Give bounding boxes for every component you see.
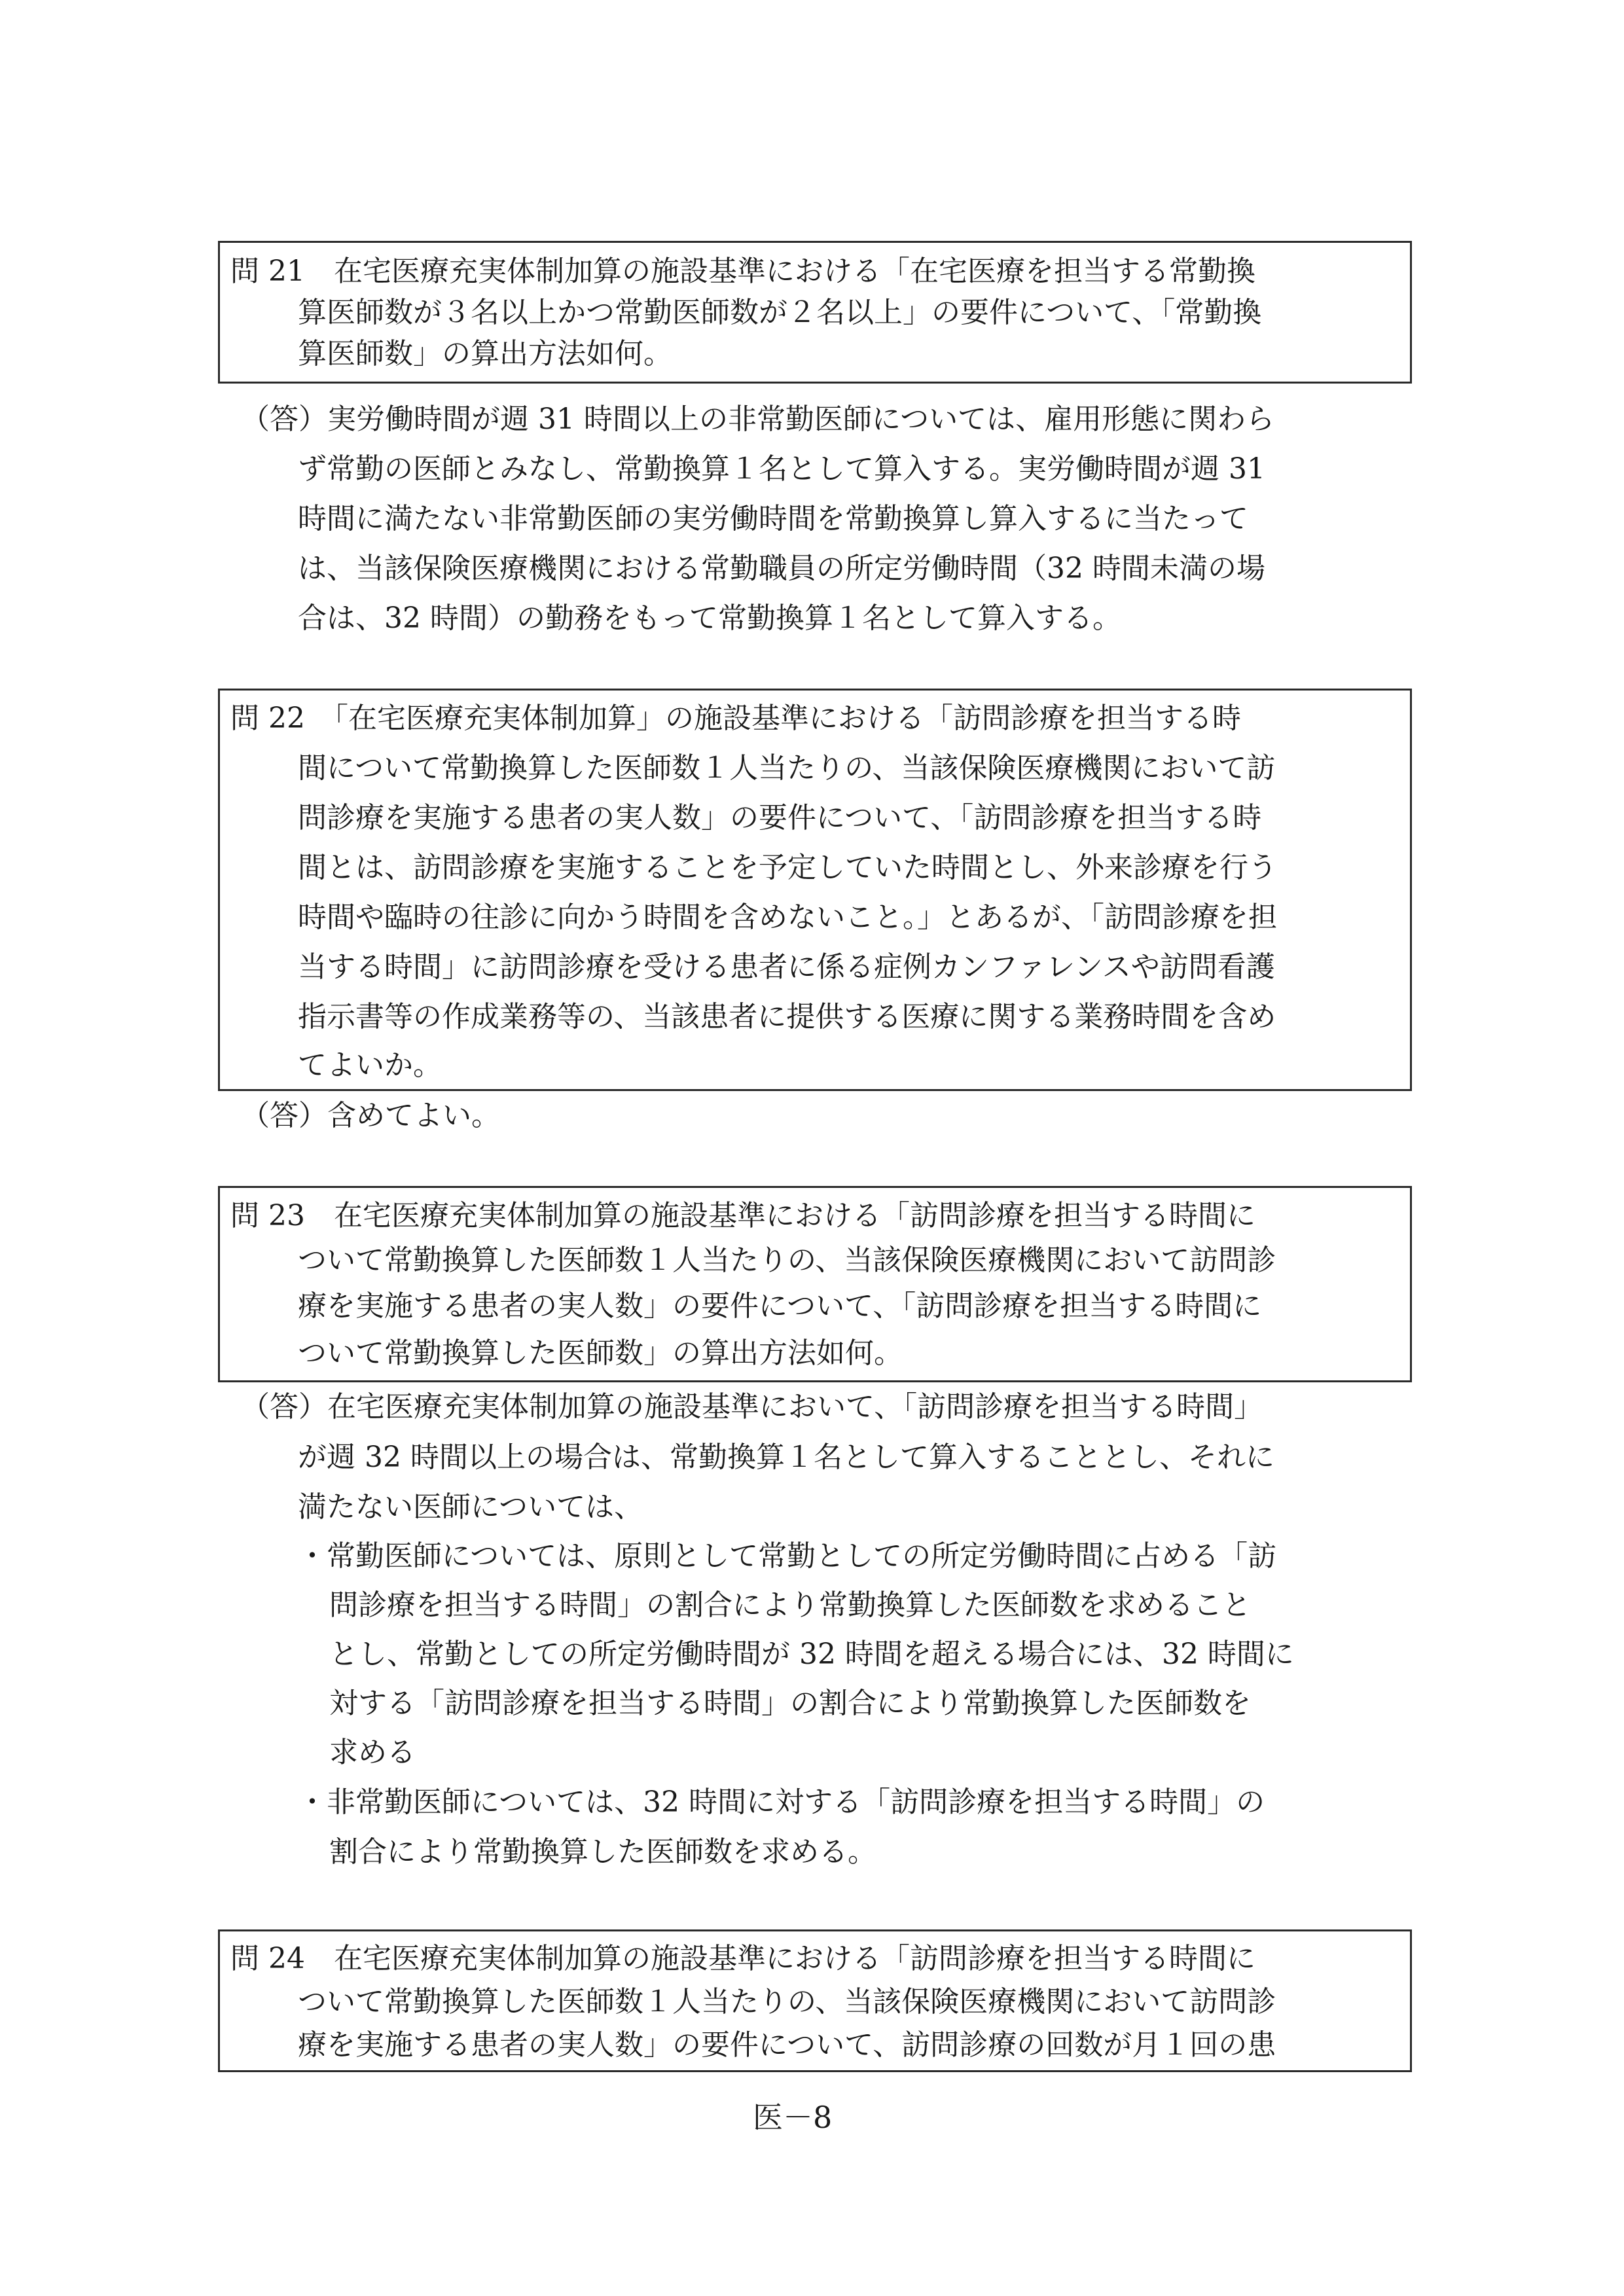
question-23-line-4: ついて常勤換算した医師数」の算出方法如何。 (298, 1336, 903, 1370)
answer-23-bullet-1-line-4: 対する「訪問診療を担当する時間」の割合により常勤換算した医師数を (329, 1687, 1251, 1720)
answer-21-line-5: 合は、32 時間）の勤務をもって常勤換算１名として算入する。 (298, 601, 1121, 635)
question-23-line-3: 療を実施する患者の実人数」の要件について、「訪問診療を担当する時間に (298, 1289, 1262, 1323)
answer-21-line-4: は、当該保険医療機関における常勤職員の所定労働時間（32 時間未満の場 (298, 552, 1265, 585)
question-24-line-3: 療を実施する患者の実人数」の要件について、訪問診療の回数が月１回の患 (298, 2028, 1276, 2062)
question-22-line-3: 問診療を実施する患者の実人数」の要件について、「訪問診療を担当する時 (298, 801, 1262, 834)
answer-23-line-2: が週 32 時間以上の場合は、常勤換算１名として算入することとし、それに (298, 1441, 1274, 1474)
question-22-line-2: 間について常勤換算した医師数１人当たりの、当該保険医療機関において訪 (298, 751, 1276, 785)
question-21-line-3: 算医師数」の算出方法如何。 (298, 337, 672, 370)
question-22-line-5: 時間や臨時の往診に向かう時間を含めないこと。」とあるが、「訪問診療を担 (298, 901, 1277, 934)
question-22-line-7: 指示書等の作成業務等の、当該患者に提供する医療に関する業務時間を含め (298, 1000, 1276, 1033)
answer-23-bullet-2-line-2: 割合により常勤換算した医師数を求める。 (329, 1835, 876, 1869)
answer-23-bullet-1-line-1: ・常勤医師については、原則として常勤としての所定労働時間に占める「訪 (298, 1539, 1277, 1573)
question-21-line-1: 問 21 在宅医療充実体制加算の施設基準における「在宅医療を担当する常勤換 (230, 255, 1255, 288)
answer-23-line-1: （答）在宅医療充実体制加算の施設基準において、「訪問診療を担当する時間」 (241, 1390, 1263, 1424)
question-22-line-1: 問 22 「在宅医療充実体制加算」の施設基準における「訪問診療を担当する時 (230, 702, 1241, 735)
answer-21-line-1: （答）実労働時間が週 31 時間以上の非常勤医師については、雇用形態に関わら (241, 403, 1275, 436)
question-22-line-6: 当する時間」に訪問診療を受ける患者に係る症例カンファレンスや訪問看護 (298, 950, 1275, 984)
question-24-line-1: 問 24 在宅医療充実体制加算の施設基準における「訪問診療を担当する時間に (230, 1942, 1255, 1975)
page-number: 医－8 (753, 2100, 833, 2135)
answer-23-bullet-1-line-5: 求める (329, 1736, 416, 1769)
question-22-line-8: てよいか。 (298, 1049, 442, 1082)
answer-22-line-1: （答）含めてよい。 (241, 1099, 500, 1132)
answer-23-bullet-1-line-3: とし、常勤としての所定労働時間が 32 時間を超える場合には、32 時間に (329, 1638, 1294, 1671)
question-21-line-2: 算医師数が３名以上かつ常勤医師数が２名以上」の要件について、「常勤換 (298, 296, 1262, 329)
answer-21-line-2: ず常勤の医師とみなし、常勤換算１名として算入する。実労働時間が週 31 (298, 452, 1265, 486)
question-24-line-2: ついて常勤換算した医師数１人当たりの、当該保険医療機関において訪問診 (298, 1985, 1276, 2018)
question-23-line-1: 問 23 在宅医療充実体制加算の施設基準における「訪問診療を担当する時間に (230, 1199, 1255, 1232)
question-22-line-4: 間とは、訪問診療を実施することを予定していた時間とし、外来診療を行う (298, 851, 1277, 884)
answer-23-bullet-2-line-1: ・非常勤医師については、32 時間に対する「訪問診療を担当する時間」の (298, 1785, 1265, 1819)
answer-21-line-3: 時間に満たない非常勤医師の実労働時間を常勤換算し算入するに当たって (298, 502, 1248, 535)
answer-23-line-3: 満たない医師については、 (298, 1490, 643, 1524)
answer-23-bullet-1-line-2: 問診療を担当する時間」の割合により常勤換算した医師数を求めること (329, 1588, 1251, 1622)
question-23-line-2: ついて常勤換算した医師数１人当たりの、当該保険医療機関において訪問診 (298, 1244, 1276, 1277)
